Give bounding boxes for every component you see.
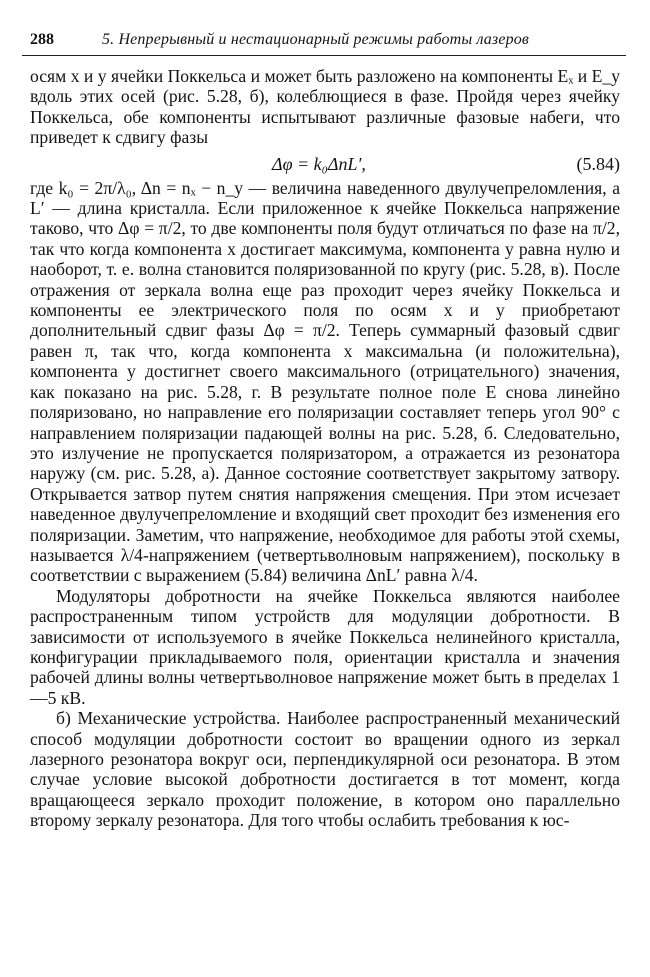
page-header <box>22 30 622 50</box>
equation-number: (5.84) <box>576 153 620 174</box>
page-number: 288 <box>30 31 54 48</box>
header-rule <box>22 55 626 56</box>
paragraph-mechanical-devices: б) Механические устройства. Наиболее распространенный механический способ модуляции добротности состоит во вращении одного из зеркал лазерного резонатора вокруг оси, перпендикулярной оси резонатора. В этом случае условие высокой добротности достигается в тот момент, когда вращающееся зеркало проходит положение, в котором оно параллельно второму зеркалу резонатора. Для того чтобы ослабить требования к юс- <box>30 708 620 831</box>
equation-block <box>30 152 620 176</box>
paragraph-pockels-explanation: где k₀ = 2π/λ₀, Δn = nₓ − n_y — величина наведенного двулучепреломления, а L′ — длина кристалла. Если приложенное к ячейке Поккельса напряжение таково, что Δφ = π/2, то две компоненты поля будут отличаться по фазе на π/2, так что когда компонента x достигает максимума, компонента y равна нулю и наоборот, т. е. волна становится поляризованной по кругу (рис. 5.28, в). После отражения от зеркала волна еще раз проходит через ячейку Поккельса и компоненты ее электрического поля по осям x и y приобретают дополнительный сдвиг фазы Δφ = π/2. Теперь суммарный фазовый сдвиг равен π, так что, когда компонента x максимальна (и положительна), компонента y достигнет своего максимального (отрицательного) значения, как показано на рис. 5.28, г. В результате полное поле E снова линейно поляризовано, но направление его поляризации составляет теперь угол 90° с направлением поляризации падающей волны на рис. 5.28, б. Следовательно, это излучение не пропускается поляризатором, а отражается из резонатора наружу (см. рис. 5.28, а). Данное состояние соответствует закрытому затвору. Открывается затвор путем снятия напряжения смещения. При этом исчезает наведенное двулучепреломление и входящий свет проходит без изменения его поляризации. Заметим, что напряжение, необходимое для работы этой схемы, называется λ/4-напряжением (четвертьволновым напряжением), поскольку в соответствии с выражением (5.84) величина ΔnL′ равна λ/4. <box>30 177 620 586</box>
paragraph-continuation: осям x и y ячейки Поккельса и может быть разложено на компоненты Eₓ и E_y вдоль этих осей (рис. 5.28, б), колеблющиеся в фазе. Пройдя через ячейку Поккельса, обе компоненты испытывают различные фазовые набеги, что приведет к сдвигу фазы <box>30 66 620 148</box>
page-body <box>30 66 620 831</box>
running-head: 5. Непрерывный и нестационарный режимы работы лазеров <box>102 31 529 48</box>
paragraph-pockels-modulators: Модуляторы добротности на ячейке Поккельса являются наиболее распространенным типом устройств для модуляции добротности. В зависимости от используемого в ячейке Поккельса нелинейного кристалла, конфигурации прикладываемого поля, ориентации кристалла и значения рабочей длины волны четвертьволновое напряжение может быть в пределах 1—5 кВ. <box>30 585 620 708</box>
equation-formula: Δφ = k₀ΔnL′, <box>272 153 366 174</box>
